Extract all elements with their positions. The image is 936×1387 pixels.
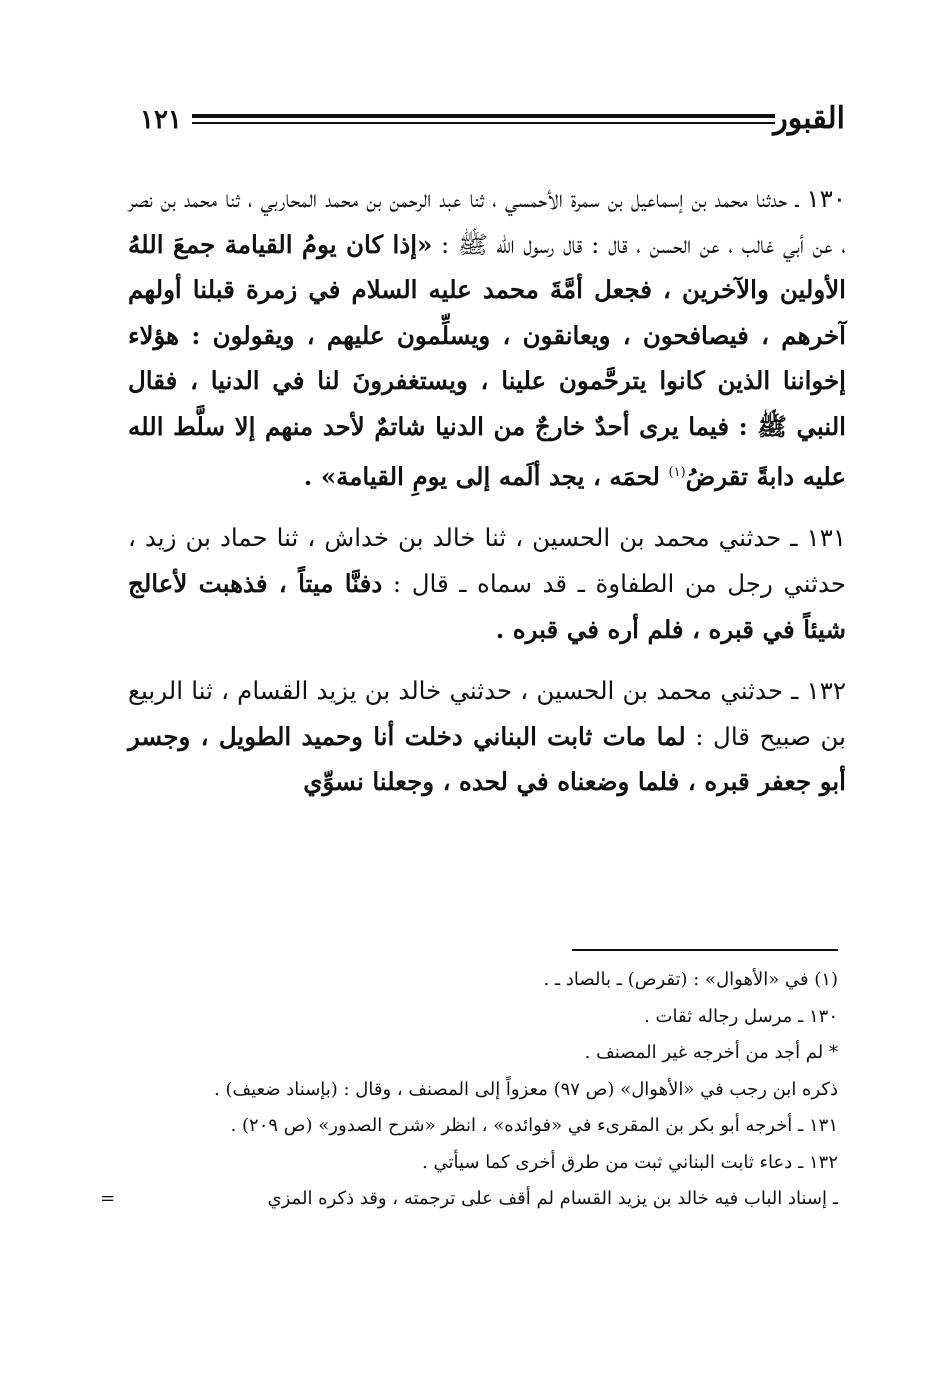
footnote-isnad-bab — [100, 1181, 838, 1218]
hadith-132 — [128, 668, 846, 805]
main-text — [128, 176, 846, 821]
page-number: ١٢١ — [140, 105, 182, 135]
footnote-marker[interactable]: (١) — [668, 464, 686, 480]
hadith-131 — [128, 515, 846, 652]
footnote-separator — [572, 949, 838, 951]
hadith-130-isnad: ١٣٠ ـ حدثنا محمد بن إسماعيل بن سمرة الأحمسي ، ثنا عبد الرحمن بن محمد المحاربي ، ثنا محمد بن نصر ، عن أبي غالب ، عن الحسن ، قال : قال رسول الله ﷺ : — [128, 184, 846, 259]
header-title: القبور — [773, 101, 845, 136]
footnote-source-130: * لم أجد من أخرجه غير المصنف . — [584, 1042, 838, 1063]
footnote-isnad-bab-text: ـ إسناد الباب فيه خالد بن يزيد القسام لم أقف على ترجمته ، وقد ذكره المزي — [267, 1188, 838, 1209]
footnote-grade-130: ١٣٠ ـ مرسل رجاله ثقات . — [644, 1005, 838, 1027]
footnote-131: ١٣١ ـ أخرجه أبو بكر بن المقرىء في «فوائده» ، انظر «شرح الصدور» (ص ٢٠٩) . — [230, 1115, 838, 1136]
page-header — [130, 100, 845, 144]
footnote-132: ١٣٢ ـ دعاء ثابت البناني ثبت من طرق أخرى كما سيأتي . — [422, 1151, 838, 1173]
hadith-130-matn-end: لحمَه ، يجد ألَمه إلى يومِ القيامة» . — [303, 461, 669, 491]
hadith-130 — [128, 176, 846, 499]
footnote-ibn-rajab: ذكره ابن رجب في «الأهوال» (ص ٩٧) معزواً إلى المصنف ، وقال : (بإسناد ضعيف) . — [214, 1078, 838, 1100]
hadith-131-matn: دفنَّا ميتاً ، فذهبت لأعالج شيئاً في قبره ، فلم أره في قبره . — [128, 568, 846, 644]
footnote-1: (١) في «الأهوال» : (تقرص) ـ بالصاد ـ . — [543, 969, 838, 990]
continuation-mark: = — [100, 1188, 116, 1209]
hadith-131-isnad: ١٣١ ـ حدثني محمد بن الحسين ، ثنا خالد بن خداش ، ثنا حماد بن زيد ، حدثني رجل من الطفاوة ـ قد سماه ـ قال : — [128, 523, 846, 598]
header-rule-thin — [192, 122, 775, 124]
footnotes — [100, 962, 838, 1218]
header-rule-thick — [192, 114, 775, 118]
hadith-130-matn: «إذا كان يومُ القيامة جمعَ اللهُ الأولين والآخرين ، فجعل أمَّةَ محمد عليه السلام في زمرة قبلنا أولهم آخرهم ، فيصافحون ، ويعانقون ، ويسلِّمون عليهم ، ويقولون : هؤلاء إخواننا الذين كانوا يترحَّمون علينا ، ويستغفرونَ لنا في الدنيا ، فقال النبي ﷺ : فيما يرى أحدٌ خارجٌ من الدنيا شاتمٌ لأحد منهم إلا سلَّط الله عليه دابةً تقرضُ — [128, 229, 846, 491]
hadith-132-isnad: ١٣٢ ـ حدثني محمد بن الحسين ، حدثني خالد بن يزيد القسام ، ثنا الربيع بن صبيح قال : — [128, 676, 846, 751]
hadith-132-matn: لما مات ثابت البناني دخلت أنا وحميد الطويل ، وجسر أبو جعفر قبره ، فلما وضعناه في لحده ، وجعلنا نسوِّي — [128, 721, 846, 797]
